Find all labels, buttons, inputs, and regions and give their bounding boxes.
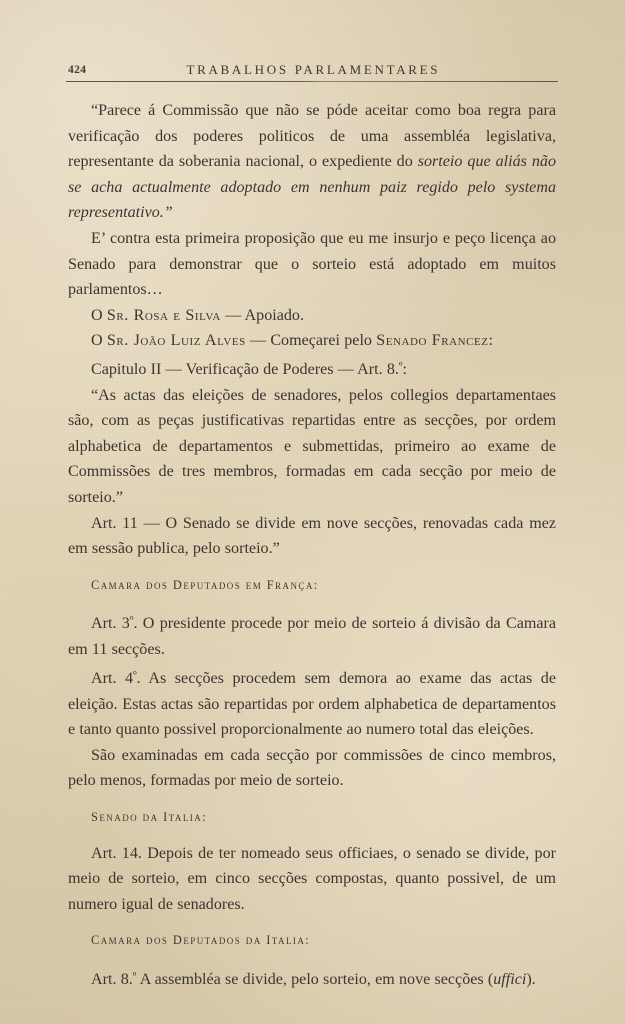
paragraph-art-11: Art. 11 — O Senado se divide em nove secções, renovadas cada mez em sessão publica, pelo sorteio.” — [68, 514, 556, 558]
article-number: Art. 3 — [91, 615, 130, 633]
paragraph-quote-commissao — [68, 98, 556, 226]
header-rule-divider — [66, 81, 558, 82]
page-content — [68, 0, 556, 1024]
ordinal-indicator: º — [129, 614, 134, 628]
article-number: Art. 4 — [91, 669, 134, 687]
ordinal-indicator: º — [132, 969, 137, 983]
page-number: 424 — [68, 64, 87, 76]
article-text: . O presidente procede por meio de sorteio á divisão da Camara em 11 secções. — [68, 615, 556, 659]
paragraph-sao-examinadas: São examinadas em cada secção por commissões de cinco membros, pelo menos, formadas por meio de sorteio. — [68, 746, 556, 790]
paragraph-art-3 — [68, 608, 556, 662]
article-text: A assembléa se divide, pelo sorteio, em nove secções ( — [136, 971, 494, 989]
article-text-end: ). — [526, 971, 536, 989]
paragraph-speaker-rosa-e-silva — [68, 303, 556, 329]
speaker-utterance-end: : — [488, 332, 493, 350]
speaker-utterance: — Apoiado. — [220, 306, 305, 324]
article-citation-end: : — [402, 361, 407, 379]
ordinal-indicator: º — [133, 668, 137, 682]
speaker-prefix: O — [91, 306, 107, 324]
paragraph-capitulo-ii — [68, 354, 556, 383]
article-citation: Capitulo II — Verificação de Poderes — Art. 8. — [91, 361, 399, 379]
subheading-camara-deputados-franca: Camara dos Deputados em França: — [91, 577, 319, 592]
speaker-name: Sr. Rosa e Silva — [106, 306, 221, 324]
subheading-camara-deputados-italia: Camara dos Deputados da Italia: — [91, 933, 311, 948]
paragraph-speaker-joao-luiz-alves — [68, 328, 556, 354]
subheading-senado-italia: Senado da Italia: — [91, 809, 208, 824]
paragraph-quote-actas: “As actas das eleições de senadores, pelos collegios departamentaes são, com as peças justificativas repartidas entre as secções, por ordem alphabetica de departamentos e submettidas, primeiro ao exame de Commissões de tres membros, formadas em cada secção por meio de sorteio.” — [68, 386, 556, 507]
article-number: Art. 8. — [91, 971, 133, 989]
paragraph-art-8 — [68, 964, 556, 993]
paragraph-art-4 — [68, 663, 556, 743]
speaker-prefix: O — [91, 332, 107, 350]
running-title: TRABALHOS PARLAMENTARES — [186, 62, 441, 77]
paragraph-art-14: Art. 14. Depois de ter nomeado seus officiaes, o senado se divide, por meio de sorteio, em cinco secções compostas, quanto possivel, de um numero igual de senadores. — [68, 844, 556, 913]
running-header — [68, 48, 556, 82]
article-text: . As secções procedem sem demora ao exame das actas de eleição. Estas actas são repartidas por ordem alphabetica de departamentos e tanto quanto possivel proporcionalmente ao numero total das eleições. — [68, 669, 556, 739]
speaker-name: Sr. João Luiz Alves — [106, 332, 246, 350]
paragraph-insurjo: E’ contra esta primeira proposição que eu me insurjo e peço licença ao Senado para demonstrar que o sorteio está adoptado em muitos parlamentos… — [68, 229, 556, 299]
paragraph-italic-text: sorteio que aliás não se acha actualmente adoptado em nenhum paiz regido pelo systema representativo.” — [68, 153, 556, 222]
speaker-utterance: — Começarei pelo — [245, 332, 377, 350]
body-text — [68, 98, 556, 993]
ordinal-indicator: º — [398, 359, 403, 373]
italic-term-uffici: uffici — [493, 971, 527, 989]
referenced-body-name: Senado Francez — [376, 332, 489, 350]
paragraph-text: “Parece á Commissão que não se póde aceitar como boa regra para verificação dos poderes politicos de uma assembléa legislativa, representante da soberania nacional, o expediente do — [68, 102, 556, 171]
